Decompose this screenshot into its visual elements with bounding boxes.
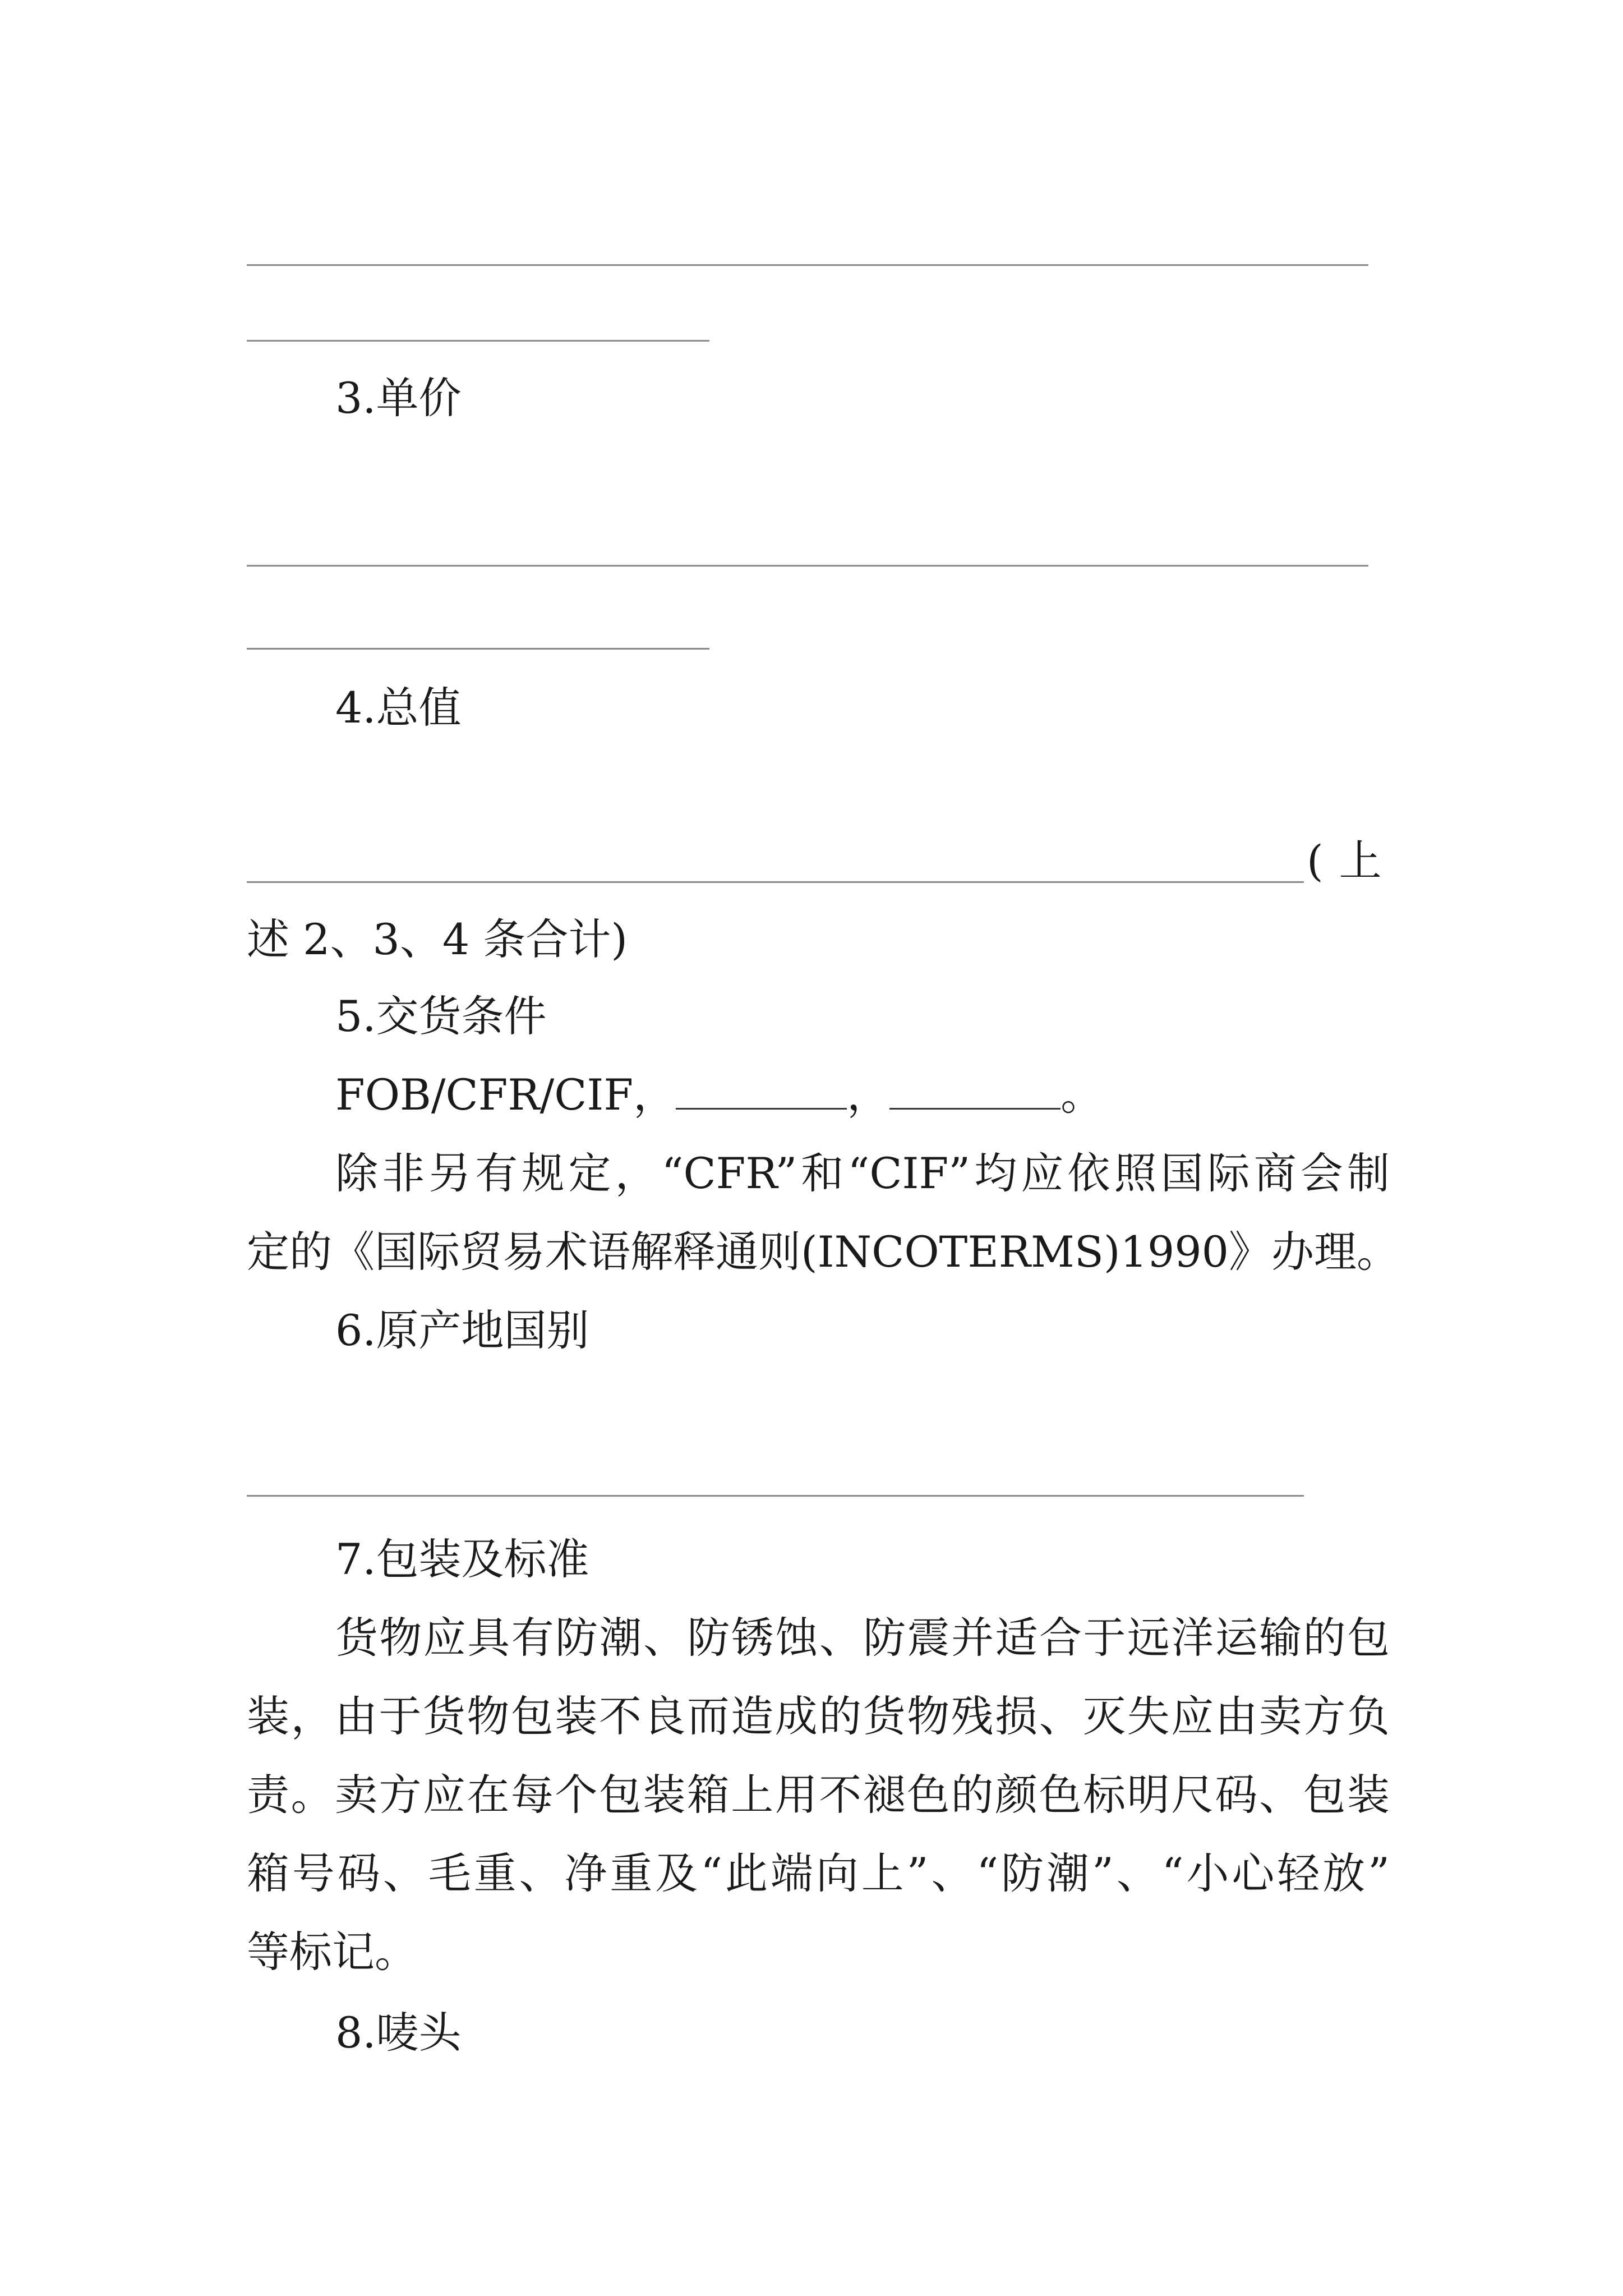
fill-in-line-3 — [247, 565, 1368, 567]
packing-paragraph-line-3: 责。卖方应在每个包装箱上用不褪色的颜色标明尺码、包装 — [247, 1770, 1390, 1820]
section-8-heading: 8.唛头 — [335, 2008, 462, 2058]
section-4-heading: 4.总值 — [335, 683, 462, 733]
incoterms-clause-line-2: 定的《国际贸易术语解释通则(INCOTERMS)1990》办理。 — [247, 1227, 1399, 1277]
incoterms-clause-line-1: 除非另有规定，“CFR”和“CIF”均应依照国际商会制 — [335, 1148, 1390, 1198]
packing-paragraph-line-4: 箱号码、毛重、净重及“此端向上”、“防潮”、“小心轻放” — [247, 1848, 1390, 1898]
fill-in-line-6 — [247, 1495, 1304, 1497]
packing-paragraph-line-2: 装，由于货物包装不良而造成的货物残损、灭失应由卖方负 — [247, 1691, 1390, 1741]
delivery-terms-prefix: FOB/CFR/CIF， — [335, 1070, 676, 1120]
delivery-terms-comma: ， — [847, 1070, 890, 1120]
section-3-heading: 3.单价 — [335, 373, 462, 423]
fill-in-line-4 — [247, 648, 709, 650]
section-6-heading: 6.原产地国别 — [335, 1305, 589, 1355]
fill-in-line-5 — [247, 881, 1304, 883]
delivery-terms-line — [335, 1067, 1103, 1123]
section-7-heading: 7.包装及标准 — [335, 1534, 589, 1584]
fill-in-line-1 — [247, 264, 1368, 266]
port-blank-2[interactable] — [889, 1103, 1061, 1110]
port-blank-1[interactable] — [676, 1103, 847, 1110]
section-5-heading: 5.交货条件 — [335, 991, 547, 1041]
packing-paragraph-line-5: 等标记。 — [247, 1927, 417, 1977]
section-4-note-line2: 述 2、3、4 条合计) — [247, 914, 628, 964]
delivery-terms-period: 。 — [1061, 1070, 1104, 1120]
section-4-note-tail: (上 — [1307, 836, 1398, 886]
packing-paragraph-line-1: 货物应具有防潮、防锈蚀、防震并适合于远洋运输的包 — [335, 1613, 1390, 1663]
fill-in-line-2 — [247, 340, 709, 342]
